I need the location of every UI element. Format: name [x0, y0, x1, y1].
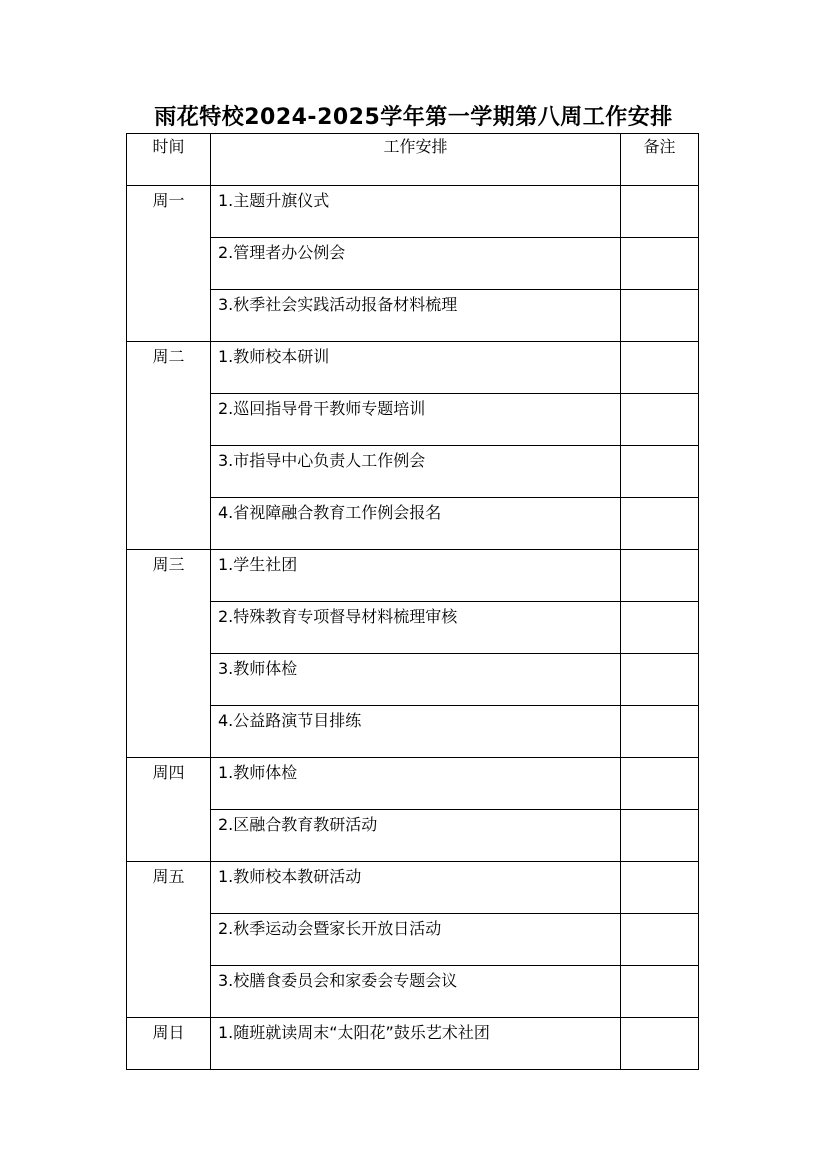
- table-row: [127, 914, 699, 966]
- note-cell: [621, 342, 699, 394]
- note-cell: [621, 706, 699, 758]
- note-cell: [621, 550, 699, 602]
- day-cell: [127, 342, 211, 550]
- task-cell: [211, 862, 621, 914]
- task-cell: [211, 810, 621, 862]
- task-label: 1.教师校本研训: [218, 347, 330, 366]
- task-label: 1.主题升旗仪式: [218, 191, 330, 210]
- page-title: 雨花特校2024-2025学年第一学期第八周工作安排: [154, 105, 673, 130]
- day-label: 周二: [152, 347, 185, 366]
- table-row: [127, 238, 699, 290]
- note-cell: [621, 810, 699, 862]
- task-label: 3.校膳食委员会和家委会专题会议: [218, 971, 458, 990]
- table-row: [127, 446, 699, 498]
- note-cell: [621, 862, 699, 914]
- task-label: 3.教师体检: [218, 659, 298, 678]
- schedule-table: [126, 133, 699, 1070]
- task-cell: [211, 238, 621, 290]
- header-note: [621, 134, 699, 186]
- task-label: 3.市指导中心负责人工作例会: [218, 451, 426, 470]
- note-cell: [621, 602, 699, 654]
- day-label: 周四: [152, 763, 185, 782]
- note-cell: [621, 186, 699, 238]
- day-label: 周日: [152, 1023, 185, 1042]
- note-cell: [621, 498, 699, 550]
- task-label: 2.巡回指导骨干教师专题培训: [218, 399, 426, 418]
- table-row: [127, 862, 699, 914]
- table-row: [127, 654, 699, 706]
- task-cell: [211, 550, 621, 602]
- task-cell: [211, 186, 621, 238]
- note-cell: [621, 914, 699, 966]
- day-cell: [127, 758, 211, 862]
- task-cell: [211, 966, 621, 1018]
- table-row: [127, 498, 699, 550]
- note-cell: [621, 290, 699, 342]
- table-row: [127, 550, 699, 602]
- table-row: [127, 966, 699, 1018]
- task-label: 2.特殊教育专项督导材料梳理审核: [218, 607, 458, 626]
- task-cell: [211, 602, 621, 654]
- task-cell: [211, 290, 621, 342]
- header-work: [211, 134, 621, 186]
- header-work-label: 工作安排: [383, 137, 448, 156]
- task-label: 2.区融合教育教研活动: [218, 815, 378, 834]
- task-cell: [211, 1018, 621, 1070]
- task-cell: [211, 498, 621, 550]
- task-cell: [211, 706, 621, 758]
- day-label: 周五: [152, 867, 185, 886]
- task-label: 4.省视障融合教育工作例会报名: [218, 503, 442, 522]
- task-cell: [211, 446, 621, 498]
- header-time-label: 时间: [152, 137, 185, 156]
- note-cell: [621, 446, 699, 498]
- table-row: [127, 706, 699, 758]
- day-cell: [127, 862, 211, 1018]
- task-cell: [211, 914, 621, 966]
- table-row: [127, 810, 699, 862]
- task-label: 2.管理者办公例会: [218, 243, 346, 262]
- task-label: 4.公益路演节目排练: [218, 711, 362, 730]
- day-label: 周三: [152, 555, 185, 574]
- note-cell: [621, 238, 699, 290]
- day-cell: [127, 186, 211, 342]
- header-note-label: 备注: [643, 137, 676, 156]
- task-cell: [211, 758, 621, 810]
- day-label: 周一: [152, 191, 185, 210]
- note-cell: [621, 1018, 699, 1070]
- task-label: 3.秋季社会实践活动报备材料梳理: [218, 295, 458, 314]
- note-cell: [621, 654, 699, 706]
- day-cell: [127, 1018, 211, 1070]
- task-label: 1.随班就读周末“太阳花”鼓乐艺术社团: [218, 1023, 490, 1042]
- table-row: [127, 602, 699, 654]
- task-label: 2.秋季运动会暨家长开放日活动: [218, 919, 442, 938]
- table-row: [127, 758, 699, 810]
- table-row: [127, 1018, 699, 1070]
- note-cell: [621, 758, 699, 810]
- note-cell: [621, 966, 699, 1018]
- header-time: [127, 134, 211, 186]
- task-cell: [211, 654, 621, 706]
- task-label: 1.教师体检: [218, 763, 298, 782]
- table-row: [127, 342, 699, 394]
- task-label: 1.教师校本教研活动: [218, 867, 362, 886]
- task-label: 1.学生社团: [218, 555, 298, 574]
- note-cell: [621, 394, 699, 446]
- table-row: [127, 290, 699, 342]
- task-cell: [211, 342, 621, 394]
- table-header-row: [127, 134, 699, 186]
- table-row: [127, 394, 699, 446]
- task-cell: [211, 394, 621, 446]
- table-row: [127, 186, 699, 238]
- day-cell: [127, 550, 211, 758]
